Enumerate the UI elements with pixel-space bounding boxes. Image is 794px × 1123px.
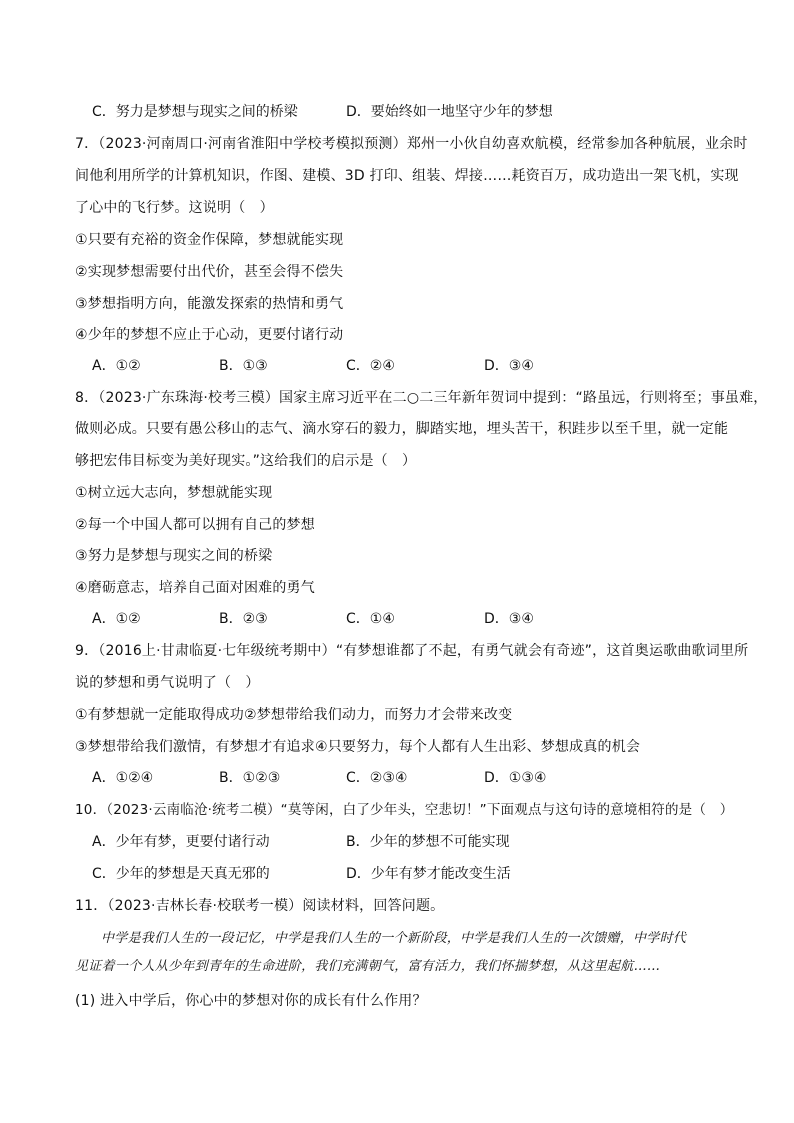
q9-option-d: D．①③④ — [484, 770, 547, 786]
q8-statement-1: ①树立远大志向，梦想就能实现 — [75, 485, 273, 501]
q7-stem-line-2: 间他利用所学的计算机知识，作图、建模、3D 打印、组装、焊接……耗资百万，成功造出一架飞机，实现 — [75, 168, 739, 184]
q11-stem: 11．（2023·吉林长春·校联考一模）阅读材料，回答问题。 — [75, 898, 445, 914]
q10-option-c: C．少年的梦想是天真无邪的 — [92, 866, 270, 882]
q8-option-d: D．③④ — [484, 611, 534, 627]
q10-option-d: D．少年有梦才能改变生活 — [346, 866, 511, 882]
q8-option-b: B．②③ — [219, 611, 268, 627]
q9-stem-line-1: 9．（2016上·甘肃临夏·七年级统考期中）“有梦想谁都了不起，有勇气就会有奇迹”，这首奥运歌曲歌词里所 — [75, 643, 749, 659]
q9-option-b: B．①②③ — [219, 770, 281, 786]
q7-options — [92, 356, 732, 376]
q8-statement-4: ④磨砺意志，培养自己面对困难的勇气 — [75, 580, 315, 596]
q8-option-c: C．①④ — [346, 611, 395, 627]
q11-passage-line-1: 中学是我们人生的一段记忆，中学是我们人生的一个新阶段，中学是我们人生的一次馈赠，中学时代 — [101, 931, 687, 946]
q7-option-a: A．①② — [92, 358, 141, 374]
q10-option-b: B．少年的梦想不可能实现 — [346, 834, 510, 850]
q7-statement-3: ③梦想指明方向，能激发探索的热情和勇气 — [75, 296, 344, 312]
q9-statement-1: ①有梦想就一定能取得成功②梦想带给我们动力，而努力才会带来改变 — [75, 707, 513, 723]
q7-stem-line-1: 7．（2023·河南周口·河南省淮阳中学校考模拟预测）郑州一小伙自幼喜欢航模，经常参加各种航展，业余时 — [75, 136, 748, 152]
q9-statement-2: ③梦想带给我们激情，有梦想才有追求④只要努力，每个人都有人生出彩、梦想成真的机会 — [75, 739, 641, 755]
q10-options-row-1 — [92, 832, 732, 852]
q8-statement-3: ③努力是梦想与现实之间的桥梁 — [75, 548, 273, 564]
q8-stem-line-3: 够把宏伟目标变为美好现实。”这给我们的启示是（ ） — [75, 453, 417, 469]
q6-option-d: D．要始终如一地坚守少年的梦想 — [346, 104, 553, 120]
q11-passage — [75, 925, 735, 981]
q6-options — [92, 102, 732, 122]
q10-stem: 10．（2023·云南临沧·统考二模）“莫等闲，白了少年头，空悲切！”下面观点与这句诗的意境相符的是（ ） — [75, 802, 734, 818]
q8-option-a: A．①② — [92, 611, 141, 627]
q9-option-c: C．②③④ — [346, 770, 408, 786]
q8-options — [92, 609, 732, 629]
q8-statement-2: ②每一个中国人都可以拥有自己的梦想 — [75, 517, 315, 533]
q11-sub-question-1: (1) 进入中学后，你心中的梦想对你的成长有什么作用？ — [75, 993, 427, 1009]
q8-stem-line-1: 8．（2023·广东珠海·校考三模）国家主席习近平在二○二三年新年贺词中提到：“路虽远，行则将至；事虽难， — [75, 390, 768, 406]
q9-option-a: A．①②④ — [92, 770, 154, 786]
q9-stem-line-2: 说的梦想和勇气说明了（ ） — [75, 675, 260, 691]
q7-option-c: C．②④ — [346, 358, 395, 374]
q8-stem-line-2: 做则必成。只要有愚公移山的志气、滴水穿石的毅力，脚踏实地，埋头苦干，积跬步以至千里，就一定能 — [75, 421, 729, 437]
q7-stem-line-3: 了心中的飞行梦。这说明（ ） — [75, 200, 274, 216]
q7-statement-4: ④少年的梦想不应止于心动，更要付诸行动 — [75, 327, 344, 343]
q7-statement-1: ①只要有充裕的资金作保障，梦想就能实现 — [75, 232, 344, 248]
q10-options-row-2 — [92, 864, 732, 884]
q11-passage-line-2: 见证着一个人从少年到青年的生命进阶，我们充满朝气，富有活力，我们怀揣梦想，从这里起航…… — [75, 959, 661, 974]
q7-option-b: B．①③ — [219, 358, 268, 374]
q9-options — [92, 768, 732, 788]
q6-option-c: C．努力是梦想与现实之间的桥梁 — [92, 104, 298, 120]
q7-statement-2: ②实现梦想需要付出代价，甚至会得不偿失 — [75, 264, 344, 280]
q7-option-d: D．③④ — [484, 358, 534, 374]
q10-option-a: A．少年有梦，更要付诸行动 — [92, 834, 270, 850]
